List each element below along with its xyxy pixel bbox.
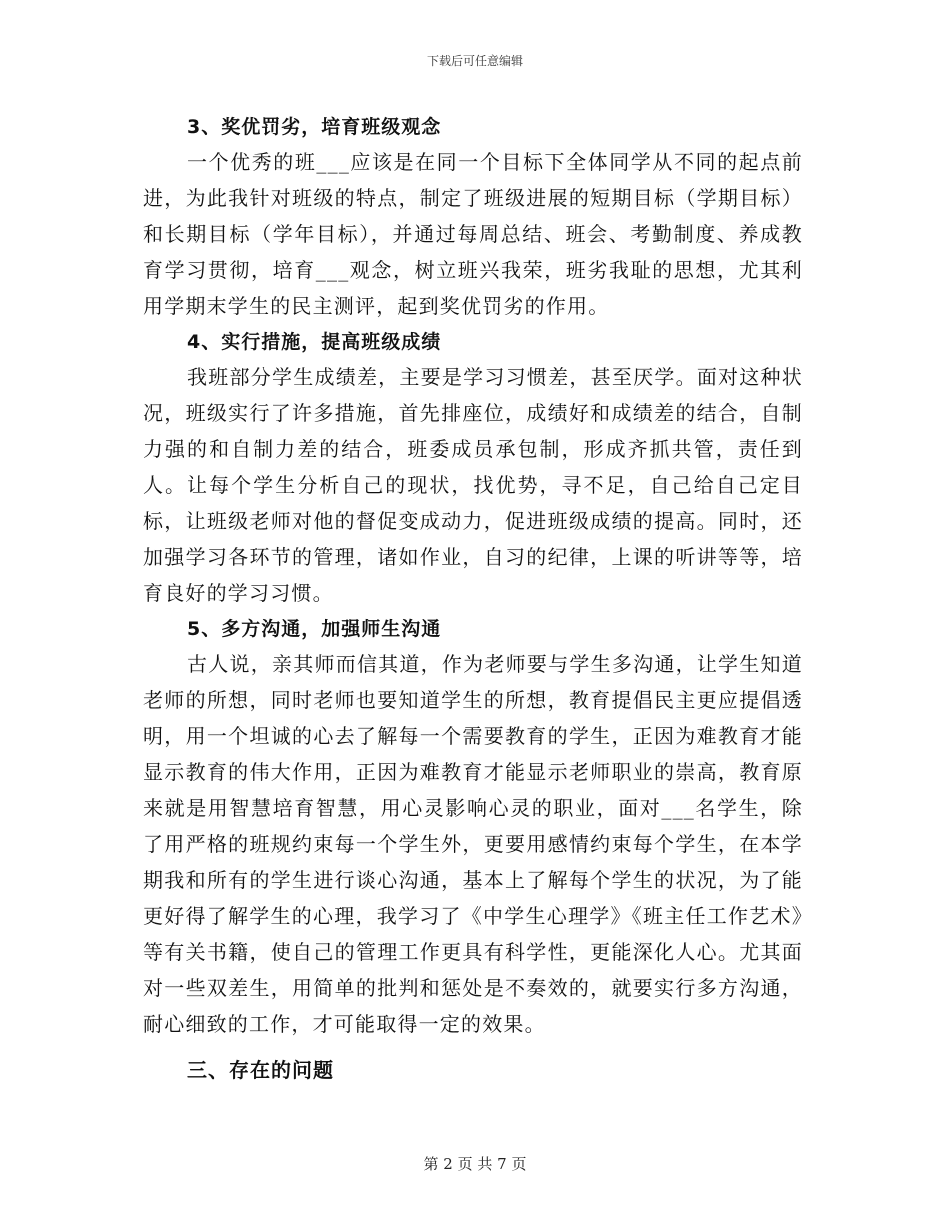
chapter-heading-problems: 三、存在的问题: [187, 1058, 334, 1082]
section-heading-3: 3、奖优罚劣，培育班级观念: [187, 116, 442, 138]
document-body: [143, 110, 803, 1092]
page-number-footer: 第 2 页 共 7 页: [423, 1155, 527, 1173]
page-header-note: 下载后可任意编辑: [426, 54, 523, 68]
section-heading-4: 4、实行措施，提高班级成绩: [187, 331, 442, 353]
section-heading-5: 5、多方沟通，加强师生沟通: [187, 618, 442, 640]
section-paragraph-5: 古人说，亲其师而信其道，作为老师要与学生多沟通，让学生知道老师的所想，同时老师也要知道学生的所想，教育提倡民主更应提倡透明，用一个坦诚的心去了解每一个需要教育的学生，正因为难教育才能显示教育的伟大作用，正因为难教育才能显示老师职业的崇高，教育原来就是用智慧培育智慧，用心灵影响心灵的职业，面对___名学生，除了用严格的班规约束每一个学生外，更要用感情约束每个学生，在本学期我和所有的学生进行谈心沟通，基本上了解每个学生的状况，为了能更好得了解学生的心理，我学习了《中学生心理学》《班主任工作艺术》等有关书籍，使自己的管理工作更具有科学性，更能深化人心。尤其面对一些双差生，用简单的批判和惩处是不奏效的，就要实行多方沟通，耐心细致的工作，才可能取得一定的效果。: [143, 652, 803, 1036]
section-paragraph-3: 一个优秀的班___应该是在同一个目标下全体同学从不同的起点前进，为此我针对班级的特点，制定了班级进展的短期目标（学期目标）和长期目标（学年目标），并通过每周总结、班会、考勤制度、养成教育学习贯彻，培育___观念，树立班兴我荣，班劣我耻的思想，尤其利用学期末学生的民主测评，起到奖优罚劣的作用。: [143, 150, 803, 318]
section-paragraph-4: 我班部分学生成绩差，主要是学习习惯差，甚至厌学。面对这种状况，班级实行了许多措施，首先排座位，成绩好和成绩差的结合，自制力强的和自制力差的结合，班委成员承包制，形成齐抓共管，责任到人。让每个学生分析自己的现状，找优势，寻不足，自己给自己定目标，让班级老师对他的督促变成动力，促进班级成绩的提高。同时，还加强学习各环节的管理，诸如作业，自习的纪律，上课的听讲等等，培育良好的学习习惯。: [143, 365, 803, 605]
